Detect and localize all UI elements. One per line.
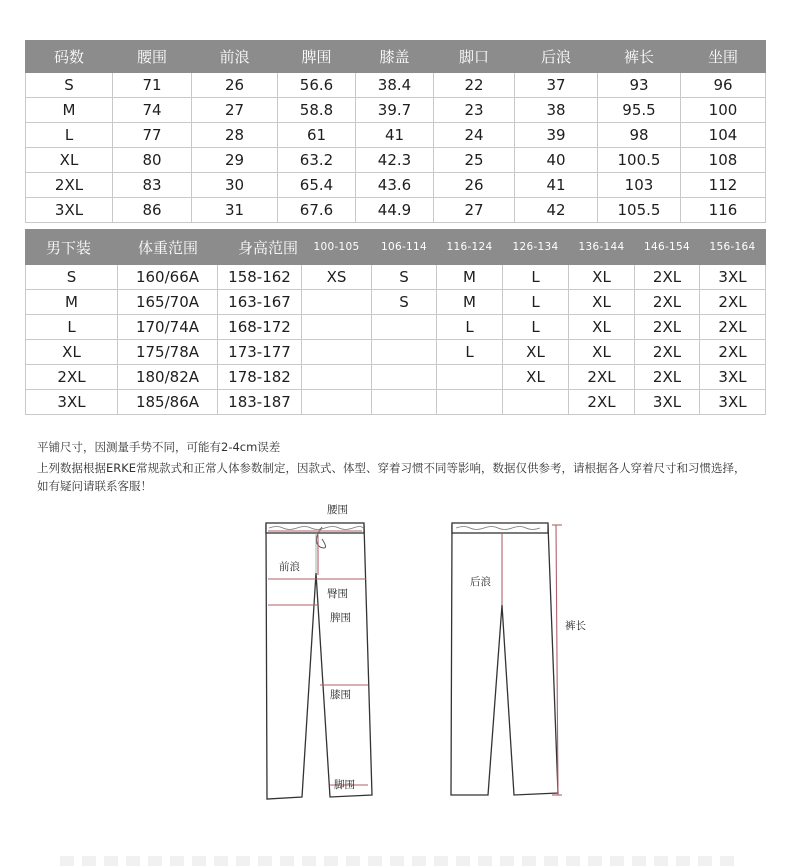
table-cell: 2XL [635, 265, 700, 290]
table-cell: 41 [515, 173, 598, 198]
contact-note: 如有疑问请联系客服！ [37, 479, 152, 493]
table-cell: 2XL [569, 365, 635, 390]
table-cell: 96 [681, 73, 766, 98]
header-cell: 146-154 [635, 230, 700, 265]
table-cell: M [26, 290, 118, 315]
table-cell: 58.8 [278, 98, 356, 123]
back-pants-illustration [451, 523, 558, 795]
header-cell: 100-105 [302, 230, 372, 265]
front-rise-label: 前浪 [279, 561, 300, 573]
table-cell: 2XL [635, 365, 700, 390]
table-cell: L [503, 290, 569, 315]
table-cell: L [437, 340, 503, 365]
measurement-note: 平铺尺寸，因测量手势不同，可能有2-4cm误差 [37, 440, 281, 454]
table-cell: 38.4 [356, 73, 434, 98]
table-cell: 80 [113, 148, 192, 173]
header-cell: 脾围 [278, 41, 356, 73]
table-cell: XL [503, 365, 569, 390]
table-cell: 165/70A [118, 290, 218, 315]
table-cell: L [503, 265, 569, 290]
table-cell: 103 [598, 173, 681, 198]
table-cell: 74 [113, 98, 192, 123]
table-cell: 30 [192, 173, 278, 198]
table-cell: 71 [113, 73, 192, 98]
table-cell: L [437, 315, 503, 340]
cropped-text-strip [60, 856, 740, 866]
header-cell: 116-124 [437, 230, 503, 265]
table-cell: 83 [113, 173, 192, 198]
pants-measurement-diagram [0, 495, 790, 815]
table-cell: 98 [598, 123, 681, 148]
table-cell: 63.2 [278, 148, 356, 173]
table-cell: XL [503, 340, 569, 365]
table-cell [503, 390, 569, 415]
table-cell: 175/78A [118, 340, 218, 365]
table-cell: 95.5 [598, 98, 681, 123]
table-cell: S [372, 290, 437, 315]
knee-label: 膝围 [330, 689, 351, 701]
table-row [26, 265, 766, 290]
table-cell: 44.9 [356, 198, 434, 223]
table-cell: 2XL [635, 340, 700, 365]
table-cell: L [26, 123, 113, 148]
table-cell: 2XL [569, 390, 635, 415]
table-row [26, 315, 766, 340]
table-cell: XL [569, 315, 635, 340]
header-cell: 后浪 [515, 41, 598, 73]
table-row [26, 73, 766, 98]
table-cell: 104 [681, 123, 766, 148]
table-cell: 25 [434, 148, 515, 173]
table-row [26, 340, 766, 365]
table-cell: 26 [434, 173, 515, 198]
table-cell [302, 315, 372, 340]
table-cell: S [26, 265, 118, 290]
table-cell: 3XL [700, 265, 766, 290]
table-cell: 22 [434, 73, 515, 98]
table-cell: XL [569, 265, 635, 290]
hip-label: 臀围 [327, 588, 348, 600]
table-cell [372, 390, 437, 415]
table-cell: 27 [434, 198, 515, 223]
table-row [26, 365, 766, 390]
table-cell: 41 [356, 123, 434, 148]
table-cell: 31 [192, 198, 278, 223]
table-row [26, 123, 766, 148]
table-cell: 2XL [700, 290, 766, 315]
size-table-header [26, 41, 766, 73]
table-cell: 61 [278, 123, 356, 148]
table-cell: 39.7 [356, 98, 434, 123]
table-cell: 2XL [700, 315, 766, 340]
table-cell: 2XL [635, 315, 700, 340]
table-cell: 2XL [26, 173, 113, 198]
header-cell: 裤长 [598, 41, 681, 73]
table-cell: 26 [192, 73, 278, 98]
table-cell: 42.3 [356, 148, 434, 173]
table-cell [372, 365, 437, 390]
table-cell: 183-187 [218, 390, 302, 415]
table-cell: 40 [515, 148, 598, 173]
table-cell: 100 [681, 98, 766, 123]
table-cell: XS [302, 265, 372, 290]
table-cell [302, 340, 372, 365]
header-cell: 136-144 [569, 230, 635, 265]
table-cell: 43.6 [356, 173, 434, 198]
disclaimer-note: 上列数据根据ERKE常规款式和正常人体参数制定，因款式、体型、穿着习惯不同等影响，数据仅供参考，请根据各人穿着尺寸和习惯选择， [37, 461, 746, 475]
header-cell: 男下装 [26, 230, 118, 265]
header-cell: 156-164 [700, 230, 766, 265]
table-cell: 2XL [700, 340, 766, 365]
header-cell: 膝盖 [356, 41, 434, 73]
table-cell [302, 290, 372, 315]
table-cell: 100.5 [598, 148, 681, 173]
table-cell: 77 [113, 123, 192, 148]
table-cell: 112 [681, 173, 766, 198]
table-cell: 116 [681, 198, 766, 223]
table-cell: L [26, 315, 118, 340]
header-cell: 脚口 [434, 41, 515, 73]
table-cell [302, 365, 372, 390]
header-cell: 腰围 [113, 41, 192, 73]
table-cell: 27 [192, 98, 278, 123]
table-cell: 39 [515, 123, 598, 148]
table-cell: 86 [113, 198, 192, 223]
length-label: 裤长 [565, 620, 586, 632]
table-cell: 93 [598, 73, 681, 98]
table-cell: 168-172 [218, 315, 302, 340]
table-cell: M [437, 265, 503, 290]
table-cell: 23 [434, 98, 515, 123]
table-cell: XL [569, 290, 635, 315]
table-row [26, 148, 766, 173]
table-cell: L [503, 315, 569, 340]
table-cell: 3XL [26, 198, 113, 223]
table-cell: XL [26, 148, 113, 173]
table-row [26, 98, 766, 123]
table-cell: 42 [515, 198, 598, 223]
table-cell: 65.4 [278, 173, 356, 198]
table-row [26, 173, 766, 198]
waist-label: 腰围 [327, 504, 348, 516]
fit-table-header [26, 230, 766, 265]
table-cell: 3XL [700, 365, 766, 390]
table-row [26, 390, 766, 415]
table-cell [437, 365, 503, 390]
table-cell: 178-182 [218, 365, 302, 390]
table-cell: S [26, 73, 113, 98]
table-cell: 185/86A [118, 390, 218, 415]
table-cell: 105.5 [598, 198, 681, 223]
table-cell: 38 [515, 98, 598, 123]
table-cell: S [372, 265, 437, 290]
header-cell: 前浪 [192, 41, 278, 73]
table-cell: 160/66A [118, 265, 218, 290]
table-cell: 2XL [635, 290, 700, 315]
hem-label: 脚围 [334, 779, 355, 791]
table-cell [437, 390, 503, 415]
fit-chart-table [25, 229, 766, 415]
header-cell: 码数 [26, 41, 113, 73]
table-cell: 56.6 [278, 73, 356, 98]
table-cell: 3XL [635, 390, 700, 415]
size-table [25, 40, 766, 223]
header-cell: 体重范围 [118, 230, 218, 265]
table-cell: 173-177 [218, 340, 302, 365]
table-row [26, 290, 766, 315]
table-cell: 2XL [26, 365, 118, 390]
back-rise-label: 后浪 [470, 576, 491, 588]
header-cell: 坐围 [681, 41, 766, 73]
table-cell: XL [26, 340, 118, 365]
header-cell: 126-134 [503, 230, 569, 265]
table-cell: 29 [192, 148, 278, 173]
header-cell: 身高范围 [218, 230, 302, 265]
table-cell: 67.6 [278, 198, 356, 223]
table-cell [372, 315, 437, 340]
table-row [26, 198, 766, 223]
table-cell: 24 [434, 123, 515, 148]
table-cell: XL [569, 340, 635, 365]
table-cell: 170/74A [118, 315, 218, 340]
table-cell [302, 390, 372, 415]
table-cell: 180/82A [118, 365, 218, 390]
header-cell: 106-114 [372, 230, 437, 265]
table-cell: 37 [515, 73, 598, 98]
table-cell [372, 340, 437, 365]
table-cell: 108 [681, 148, 766, 173]
table-cell: 28 [192, 123, 278, 148]
table-cell: M [437, 290, 503, 315]
table-cell: 163-167 [218, 290, 302, 315]
table-cell: 3XL [700, 390, 766, 415]
thigh-label: 脾围 [330, 612, 351, 624]
table-cell: 3XL [26, 390, 118, 415]
table-cell: M [26, 98, 113, 123]
table-cell: 158-162 [218, 265, 302, 290]
